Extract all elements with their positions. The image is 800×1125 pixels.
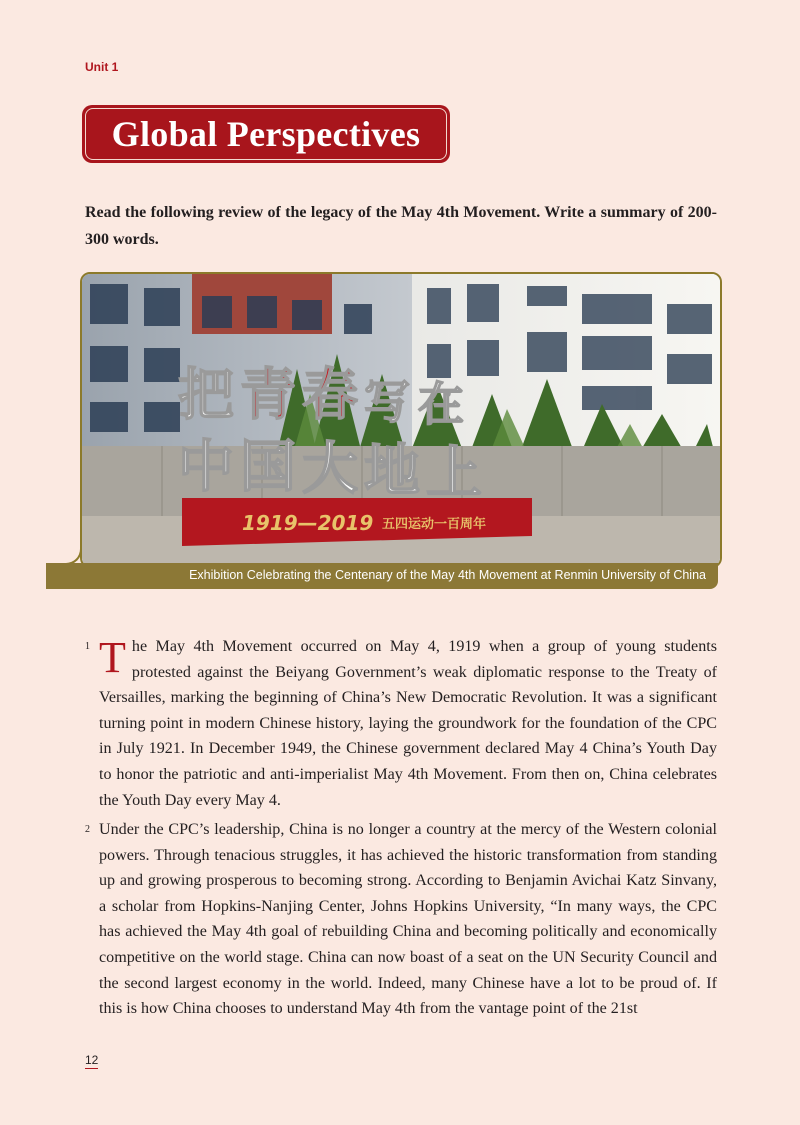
sign-char-10: 上 xyxy=(426,441,482,506)
section-title: Global Perspectives xyxy=(111,114,421,154)
section-banner xyxy=(82,105,450,163)
sign-char-5: 在 xyxy=(418,377,464,431)
paragraph-number: 2 xyxy=(85,824,90,835)
plaque-years: 1919—2019 xyxy=(242,511,374,535)
instruction-text: Read the following review of the legacy of the May 4th Movement. Write a summary of 200-300 words. xyxy=(85,204,717,248)
sign-char-3: 春 xyxy=(302,363,358,428)
unit-label: Unit 1 xyxy=(85,60,119,74)
paragraph-text: he May 4th Movement occurred on May 4, 1919 when a group of young students protested against the Beiyang Government’s weak diplomatic response to the Treaty of Versailles, marking the beginning of China’s New Democratic Revolution. It was a significant turning point in modern Chinese history, laying the groundwork for the foundation of the CPC in July 1921. In December 1949, the Chinese government declared May 4 China’s Youth Day to honor the patriotic and anti-imperialist May 4th Movement. From then on, China celebrates the Youth Day every May 4. xyxy=(99,638,717,809)
sign-char-7: 国 xyxy=(240,435,296,500)
sign-char-1: 把 xyxy=(178,363,234,428)
sign-char-2: 青 xyxy=(240,363,296,428)
paragraph-1 xyxy=(99,634,717,813)
drop-cap: T xyxy=(99,633,126,682)
caption-hook-decoration xyxy=(46,500,82,565)
page-number: 12 xyxy=(85,1053,99,1067)
sign-char-4: 写 xyxy=(364,375,410,429)
paragraph-2: Under the CPC’s leadership, China is no longer a country at the mercy of the Western colonial powers. Through tenacious struggles, it has achieved the historic transformation from standing up and growing prosperous to becoming strong. According to Benjamin Avichai Katz Sinvany, a scholar from Hopkins-Nanjing Center, Johns Hopkins University, “In many ways, the CPC has achieved the May 4th goal of rebuilding China and becoming politically and economically competitive on the world stage. China can now boast of a seat on the UN Security Council and the second largest economy in the world. Indeed, many Chinese have a lot to be proud of. If this is how China chooses to understand May 4th from the vantage point of the 21st xyxy=(99,821,717,1018)
exhibition-photo xyxy=(80,272,722,568)
sign-char-8: 大 xyxy=(302,437,358,502)
caption-bar xyxy=(46,563,718,589)
sign-char-9: 地 xyxy=(364,439,420,504)
paragraph-number: 1 xyxy=(85,641,90,652)
photo-caption: Exhibition Celebrating the Centenary of the May 4th Movement at Renmin University of China xyxy=(189,568,706,582)
plaque-text: 五四运动一百周年 xyxy=(382,517,487,532)
photo-illustration xyxy=(82,274,720,566)
sign-char-6: 中 xyxy=(178,435,234,500)
